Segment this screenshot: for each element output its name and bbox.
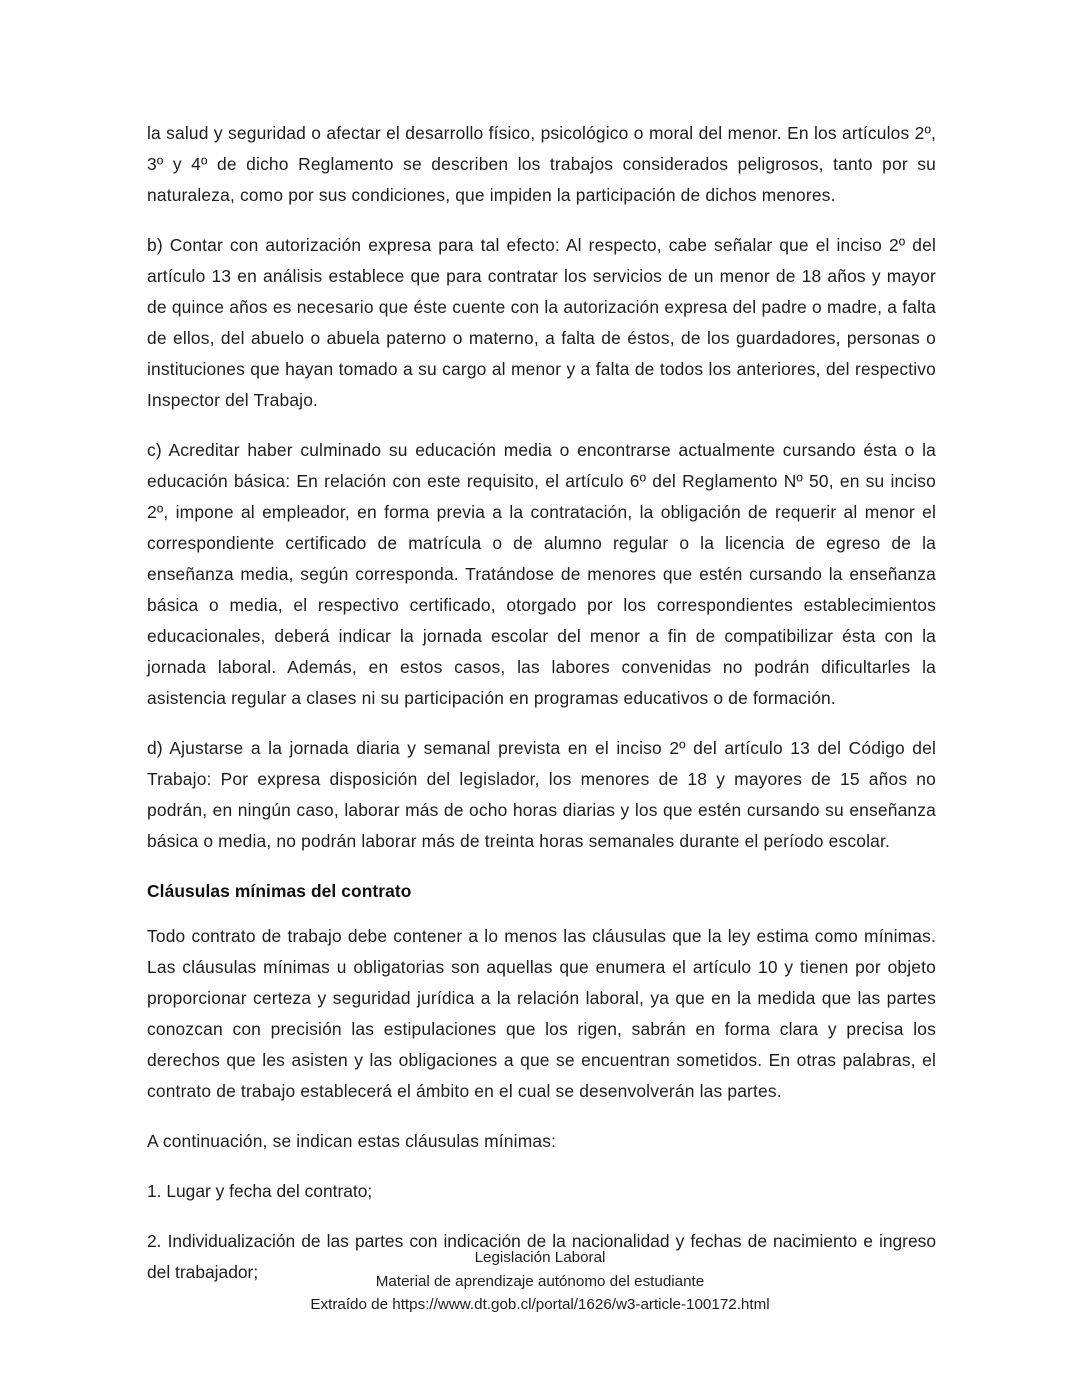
list-item-clausula-2: 2. Individualización de las partes con indicación de la nacionalidad y fechas de nacimiento e ingreso del trabajador; xyxy=(147,1231,936,1282)
paragraph-clausulas-intro: Todo contrato de trabajo debe contener a lo menos las cláusulas que la ley estima como mínimas. Las cláusulas mínimas u obligatorias son aquellas que enumera el artículo 10 y tienen por objeto proporcionar certeza y seguridad jurídica a la relación laboral, ya que en la medida que las partes conozcan con precisión las estipulaciones que los rigen, sabrán en forma clara y precisa los derechos que les asisten y las obligaciones a que se encuentran sometidos. En otras palabras, el contrato de trabajo establecerá el ámbito en el cual se desenvolverán las partes. xyxy=(147,926,936,1101)
paragraph-item-d: d) Ajustarse a la jornada diaria y semanal prevista en el inciso 2º del artículo 13 del Código del Trabajo: Por expresa disposición del legislador, los menores de 18 y mayores de 15 años no podrán, en ningún caso, laborar más de ocho horas diarias y los que estén cursando su enseñanza básica o media, no podrán laborar más de treinta horas semanales durante el período escolar. xyxy=(147,738,936,851)
paragraph-item-b: b) Contar con autorización expresa para tal efecto: Al respecto, cabe señalar que el inciso 2º del artículo 13 en análisis establece que para contratar los servicios de un menor de 18 años y mayor de quince años es necesario que éste cuente con la autorización expresa del padre o madre, a falta de ellos, del abuelo o abuela paterno o materno, a falta de éstos, de los guardadores, personas o instituciones que hayan tomado a su cargo al menor y a falta de todos los anteriores, del respectivo Inspector del Trabajo. xyxy=(147,235,936,410)
footer-subtitle: Material de aprendizaje autónomo del estudiante xyxy=(375,1272,705,1290)
paragraph-intro-continuation: la salud y seguridad o afectar el desarrollo físico, psicológico o moral del menor. En los artículos 2º, 3º y 4º de dicho Reglamento se describen los trabajos considerados peligrosos, tanto por su naturaleza, como por sus condiciones, que impiden la participación de dichos menores. xyxy=(147,123,936,205)
paragraph-clausulas-lead: A continuación, se indican estas cláusulas mínimas: xyxy=(147,1131,557,1151)
footer-title: Legislación Laboral xyxy=(474,1249,606,1266)
page-footer xyxy=(0,1246,1080,1317)
paragraph-item-c: c) Acreditar haber culminado su educación media o encontrarse actualmente cursando ésta o la educación básica: En relación con este requisito, el artículo 6º del Reglamento Nº 50, en su inciso 2º, impone al empleador, en forma previa a la contratación, la obligación de requerir al menor el correspondiente certificado de matrícula o de alumno regular o la licencia de egreso de la enseñanza media, según corresponda. Tratándose de menores que estén cursando la enseñanza básica o media, el respectivo certificado, otorgado por los correspondientes establecimientos educacionales, deberá indicar la jornada escolar del menor a fin de compatibilizar ésta con la jornada laboral. Además, en estos casos, las labores convenidas no podrán dificultarles la asistencia regular a clases ni su participación en programas educativos o de formación. xyxy=(147,440,936,708)
footer-source-url: Extraído de https://www.dt.gob.cl/portal/1626/w3-article-100172.html xyxy=(310,1296,770,1313)
list-item-clausula-1: 1. Lugar y fecha del contrato; xyxy=(147,1181,373,1201)
section-heading-clausulas-minimas: Cláusulas mínimas del contrato xyxy=(147,881,412,901)
document-body xyxy=(147,118,936,1307)
